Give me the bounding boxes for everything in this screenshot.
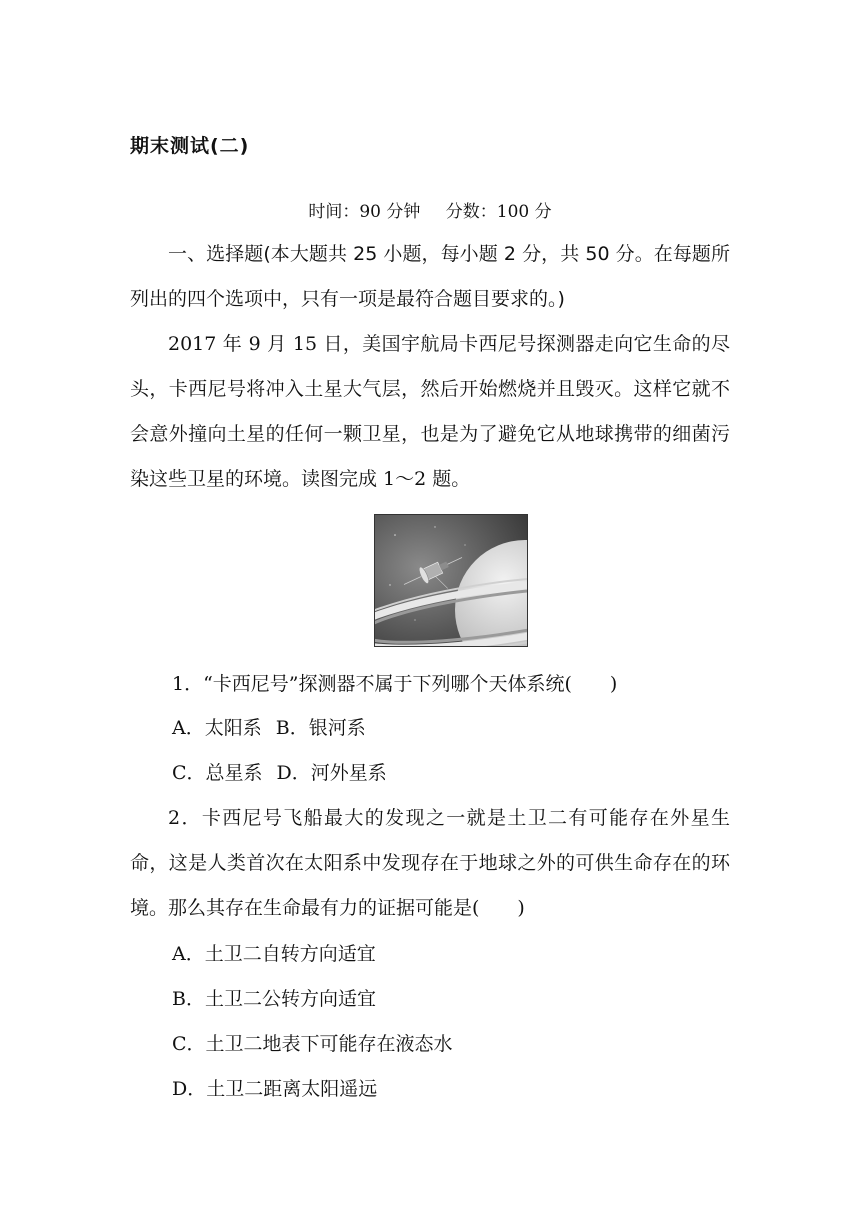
exam-meta bbox=[0, 197, 860, 222]
reading-passage: 2017 年 9 月 15 日，美国宇航局卡西尼号探测器走向它生命的尽头，卡西尼号将冲入土星大气层，然后开始燃烧并且毁灭。这样它就不会意外撞向土星的任何一颗卫星，也是为了避免它从地球携带的细菌污染这些卫星的环境。读图完成 1～2 题。 bbox=[130, 333, 730, 490]
saturn-cassini-illustration-svg bbox=[375, 515, 527, 646]
saturn-cassini-illustration bbox=[374, 514, 528, 647]
section-instructions: 一、选择题(本大题共 25 小题，每小题 2 分，共 50 分。在每题所列出的四个选项中，只有一项是最符合题目要求的。) bbox=[130, 243, 730, 310]
question-2-stem: 2．卡西尼号飞船最大的发现之一就是土卫二有可能存在外星生命，这是人类首次在太阳系中发现存在于地球之外的可供生命存在的环境。那么其存在生命最有力的证据可能是( ) bbox=[130, 807, 730, 919]
question-1-options-row-2 bbox=[172, 758, 387, 788]
question-1-option-b: B．银河系 bbox=[275, 717, 366, 739]
time-limit: 时间：90 分钟 bbox=[308, 202, 421, 222]
page-title: 期末测试(二) bbox=[130, 135, 250, 157]
total-score: 分数：100 分 bbox=[445, 202, 552, 222]
question-2-option-d: D．土卫二距离太阳遥远 bbox=[172, 1078, 378, 1100]
question-1-options-row-1 bbox=[172, 713, 366, 743]
question-2-option-c: C．土卫二地表下可能存在液态水 bbox=[172, 1033, 453, 1055]
question-1-option-a: A．太阳系 bbox=[172, 717, 262, 739]
question-2-option-b: B．土卫二公转方向适宜 bbox=[172, 988, 376, 1010]
question-1-stem: 1．“卡西尼号”探测器不属于下列哪个天体系统( ) bbox=[172, 673, 618, 695]
question-1-option-c: C．总星系 bbox=[172, 762, 263, 784]
question-2-option-a: A．土卫二自转方向适宜 bbox=[172, 943, 376, 965]
question-1-option-d: D．河外星系 bbox=[276, 762, 387, 784]
